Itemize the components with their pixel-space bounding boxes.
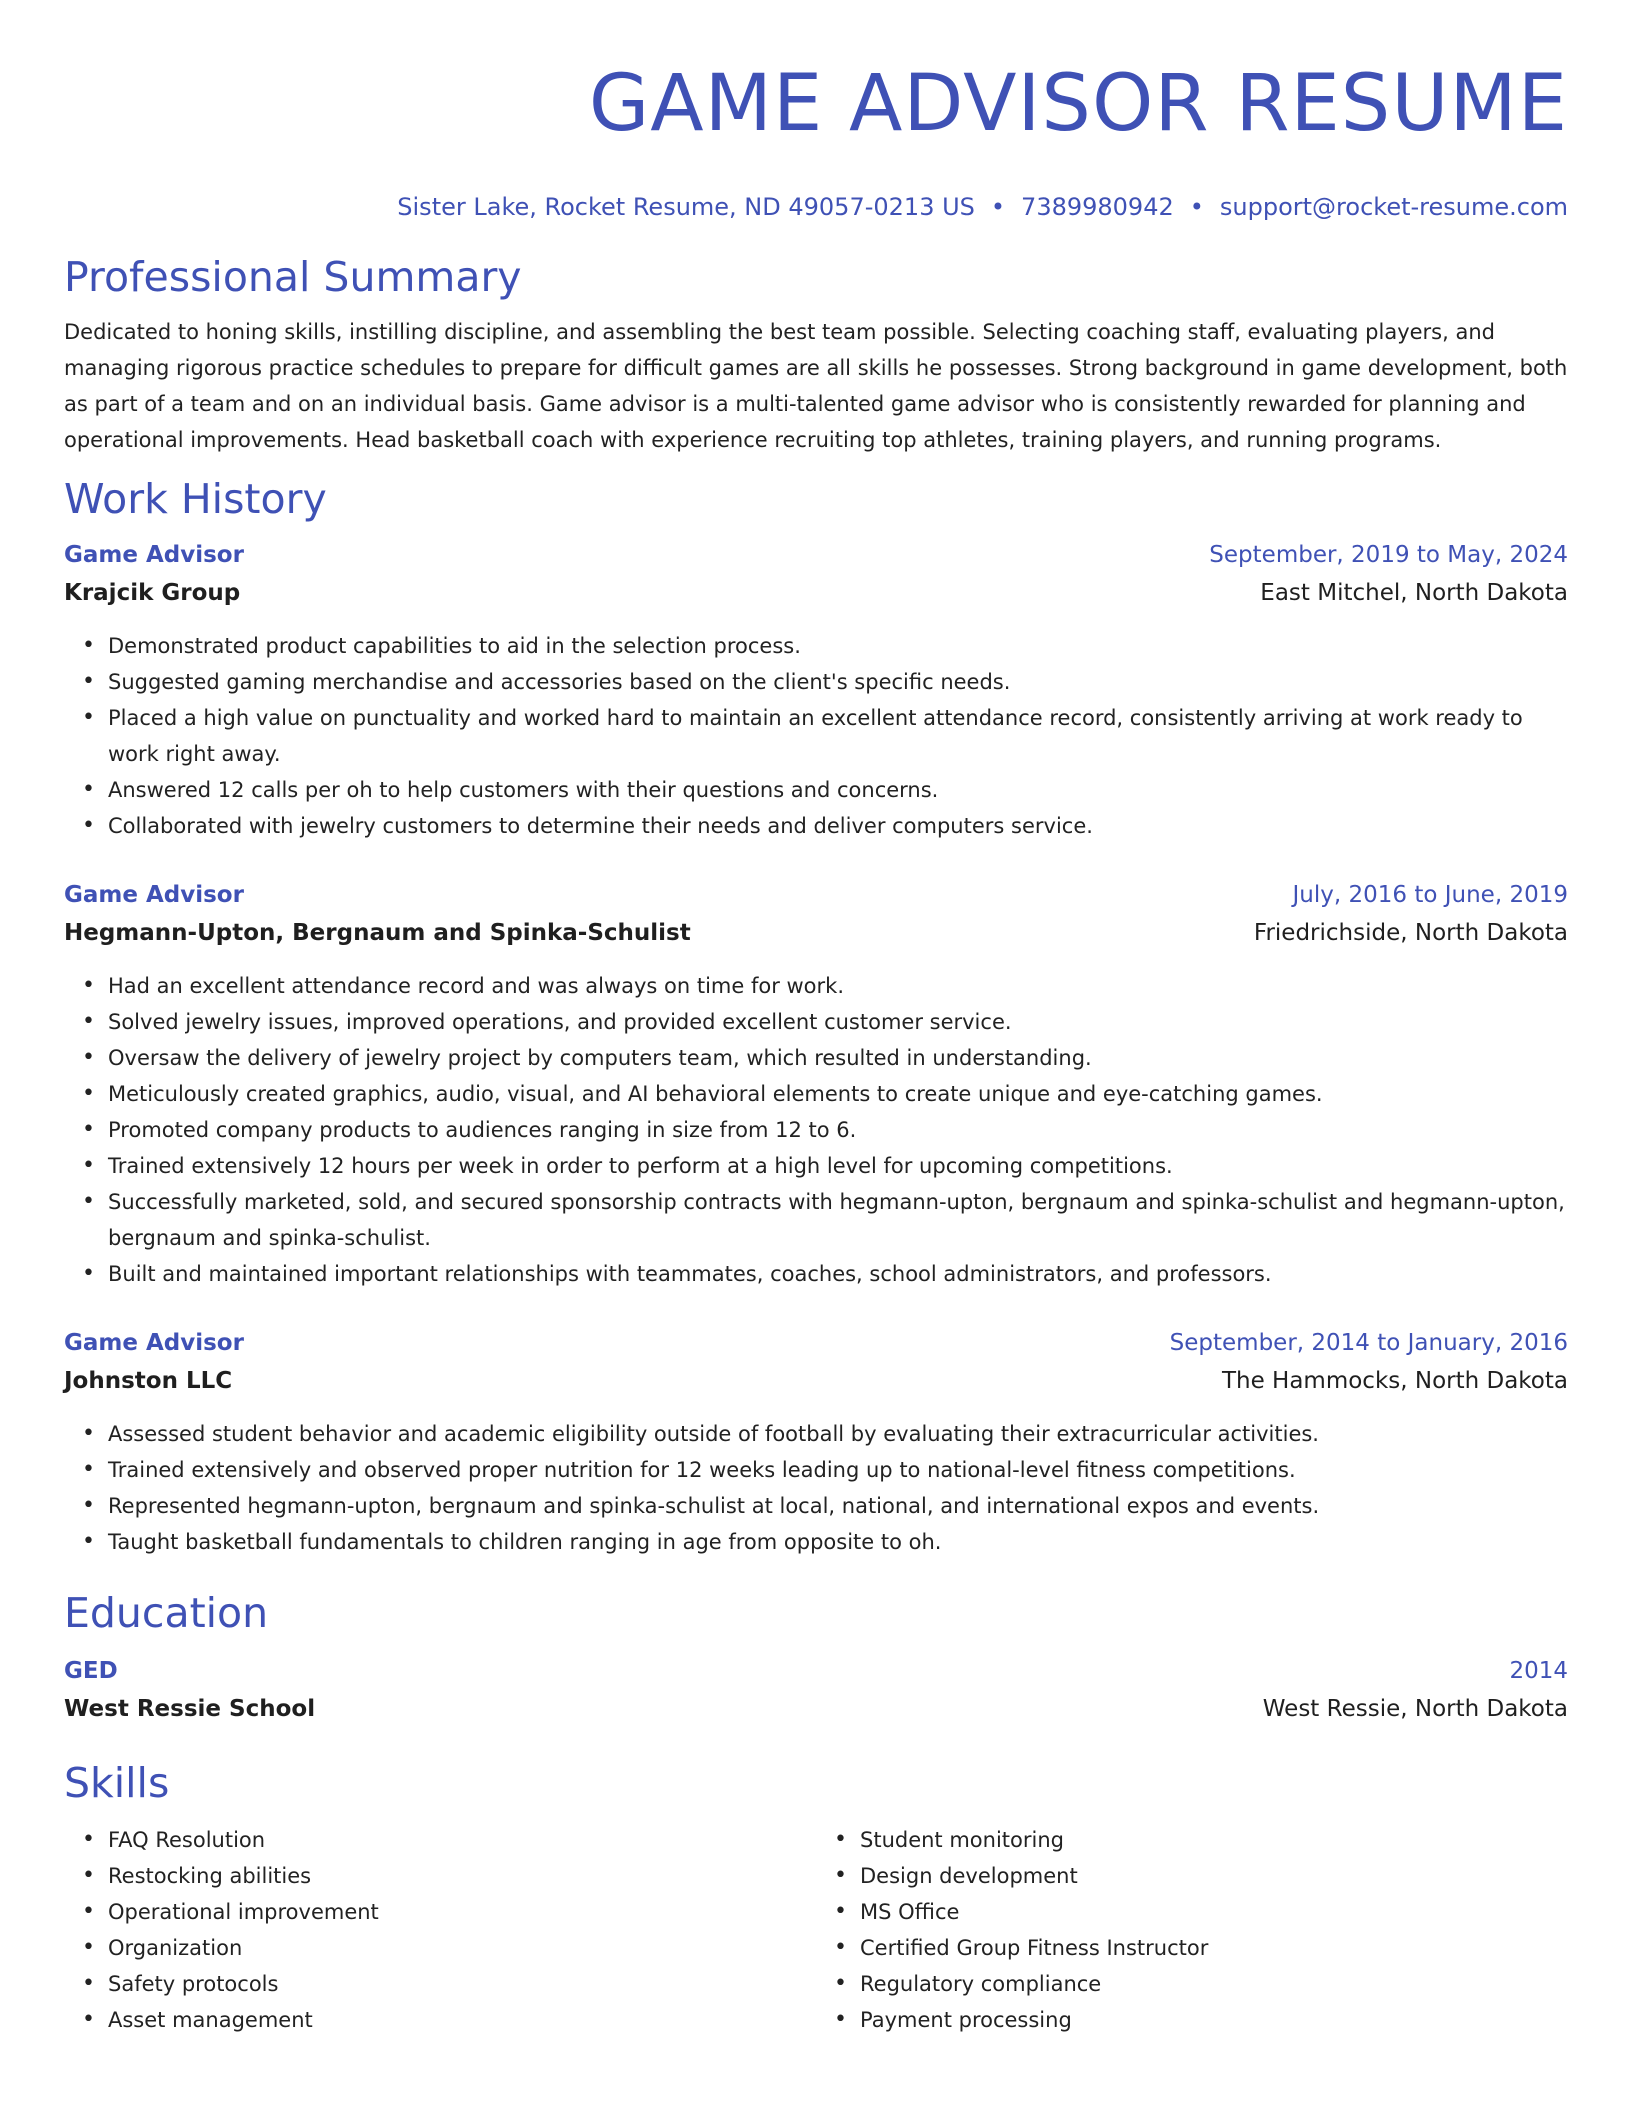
education-degree-row bbox=[64, 1652, 1568, 1690]
job-location: Friedrichside, North Dakota bbox=[1253, 920, 1568, 946]
job-bullets bbox=[64, 968, 1568, 1292]
work-section bbox=[64, 474, 1568, 1560]
list-item: • Had an excellent attendance record and was always on time for work. bbox=[108, 968, 1568, 1004]
resume-title: GAME ADVISOR RESUME bbox=[588, 59, 1568, 149]
skills-grid bbox=[64, 1822, 1568, 2038]
contact-separator: • bbox=[990, 193, 1006, 221]
skill-item: • FAQ Resolution bbox=[108, 1822, 816, 1858]
education-section bbox=[64, 1588, 1568, 1728]
job-title: Game Advisor bbox=[64, 882, 244, 908]
skill-item: • Design development bbox=[860, 1858, 1568, 1894]
contact-line bbox=[64, 192, 1568, 222]
skill-item: • Safety protocols bbox=[108, 1966, 816, 2002]
list-item: • Built and maintained important relationships with teammates, coaches, school administrators, and professors. bbox=[108, 1256, 1568, 1292]
resume-page bbox=[64, 0, 1568, 2038]
job-title: Game Advisor bbox=[64, 542, 244, 568]
list-item: • Trained extensively 12 hours per week in order to perform at a high level for upcoming competitions. bbox=[108, 1148, 1568, 1184]
job-location: East Mitchel, North Dakota bbox=[1260, 580, 1568, 606]
job-location: The Hammocks, North Dakota bbox=[1221, 1368, 1568, 1394]
list-item: • Meticulously created graphics, audio, visual, and AI behavioral elements to create unique and eye-catching games. bbox=[108, 1076, 1568, 1112]
job-title-row bbox=[64, 876, 1568, 914]
job-company: Krajcik Group bbox=[64, 580, 241, 606]
job-company-row bbox=[64, 914, 1568, 952]
job-bullets bbox=[64, 1416, 1568, 1560]
work-heading: Work History bbox=[64, 475, 327, 523]
job-company: Hegmann-Upton, Bergnaum and Spinka-Schulist bbox=[64, 920, 691, 946]
list-item: • Promoted company products to audiences ranging in size from 12 to 6. bbox=[108, 1112, 1568, 1148]
list-item: • Suggested gaming merchandise and accessories based on the client's specific needs. bbox=[108, 664, 1568, 700]
list-item: • Solved jewelry issues, improved operations, and provided excellent customer service. bbox=[108, 1004, 1568, 1040]
list-item: • Successfully marketed, sold, and secured sponsorship contracts with hegmann-upton, bergnaum and spinka-schulist and hegmann-upton, bergnaum and spinka-schulist. bbox=[108, 1184, 1568, 1256]
education-school-row bbox=[64, 1690, 1568, 1728]
list-item: • Assessed student behavior and academic eligibility outside of football by evaluating their extracurricular activities. bbox=[108, 1416, 1568, 1452]
job-dates: July, 2016 to June, 2019 bbox=[1292, 882, 1568, 908]
job-title-row bbox=[64, 1324, 1568, 1362]
skill-item: • MS Office bbox=[860, 1894, 1568, 1930]
job-company-row bbox=[64, 1362, 1568, 1400]
skill-item: • Organization bbox=[108, 1930, 816, 1966]
list-item: • Oversaw the delivery of jewelry project by computers team, which resulted in understanding. bbox=[108, 1040, 1568, 1076]
contact-email[interactable]: support@rocket-resume.com bbox=[1219, 193, 1568, 221]
resume-header bbox=[64, 58, 1568, 222]
job-company-row bbox=[64, 574, 1568, 612]
list-item: • Placed a high value on punctuality and worked hard to maintain an excellent attendance record, consistently arriving at work ready to work right away. bbox=[108, 700, 1568, 772]
list-item: • Demonstrated product capabilities to aid in the selection process. bbox=[108, 628, 1568, 664]
job-entry bbox=[64, 876, 1568, 1292]
skill-item: • Student monitoring bbox=[860, 1822, 1568, 1858]
contact-phone: 7389980942 bbox=[1021, 193, 1174, 221]
list-item: • Trained extensively and observed proper nutrition for 12 weeks leading up to national-level fitness competitions. bbox=[108, 1452, 1568, 1488]
skills-list-left bbox=[64, 1822, 816, 2038]
job-title: Game Advisor bbox=[64, 1330, 244, 1356]
list-item: • Answered 12 calls per oh to help customers with their questions and concerns. bbox=[108, 772, 1568, 808]
skill-item: • Restocking abilities bbox=[108, 1858, 816, 1894]
education-degree: GED bbox=[64, 1658, 118, 1684]
job-title-row bbox=[64, 536, 1568, 574]
job-dates: September, 2014 to January, 2016 bbox=[1169, 1330, 1568, 1356]
skills-section bbox=[64, 1758, 1568, 2038]
education-school: West Ressie School bbox=[64, 1696, 316, 1722]
job-entry bbox=[64, 1324, 1568, 1560]
contact-address: Sister Lake, Rocket Resume, ND 49057-0213 US bbox=[397, 193, 975, 221]
list-item: • Taught basketball fundamentals to children ranging in age from opposite to oh. bbox=[108, 1524, 1568, 1560]
education-heading: Education bbox=[64, 1589, 269, 1637]
skill-item: • Asset management bbox=[108, 2002, 816, 2038]
skills-heading: Skills bbox=[64, 1759, 170, 1807]
list-item: • Represented hegmann-upton, bergnaum and spinka-schulist at local, national, and international expos and events. bbox=[108, 1488, 1568, 1524]
skill-item: • Regulatory compliance bbox=[860, 1966, 1568, 2002]
summary-section bbox=[64, 252, 1568, 458]
contact-separator: • bbox=[1189, 193, 1204, 221]
skill-item: • Operational improvement bbox=[108, 1894, 816, 1930]
job-entry bbox=[64, 536, 1568, 844]
education-location: West Ressie, North Dakota bbox=[1262, 1696, 1568, 1722]
job-bullets bbox=[64, 628, 1568, 844]
summary-heading: Professional Summary bbox=[64, 253, 522, 301]
skill-item: • Payment processing bbox=[860, 2002, 1568, 2038]
education-year: 2014 bbox=[1509, 1658, 1568, 1684]
skill-item: • Certified Group Fitness Instructor bbox=[860, 1930, 1568, 1966]
list-item: • Collaborated with jewelry customers to determine their needs and deliver computers service. bbox=[108, 808, 1568, 844]
skills-list-right bbox=[816, 1822, 1568, 2038]
summary-text: Dedicated to honing skills, instilling discipline, and assembling the best team possible. Selecting coaching staff, evaluating players, and managing rigorous practice schedules to prepare for difficult games are all skills he possesses. Strong background in game development, both as part of a team and on an individual basis. Game advisor is a multi-talented game advisor who is consistently rewarded for planning and operational improvements. Head basketball coach with experience recruiting top athletes, training players, and running programs. bbox=[64, 320, 1568, 452]
job-dates: September, 2019 to May, 2024 bbox=[1209, 542, 1568, 568]
job-company: Johnston LLC bbox=[64, 1368, 233, 1394]
